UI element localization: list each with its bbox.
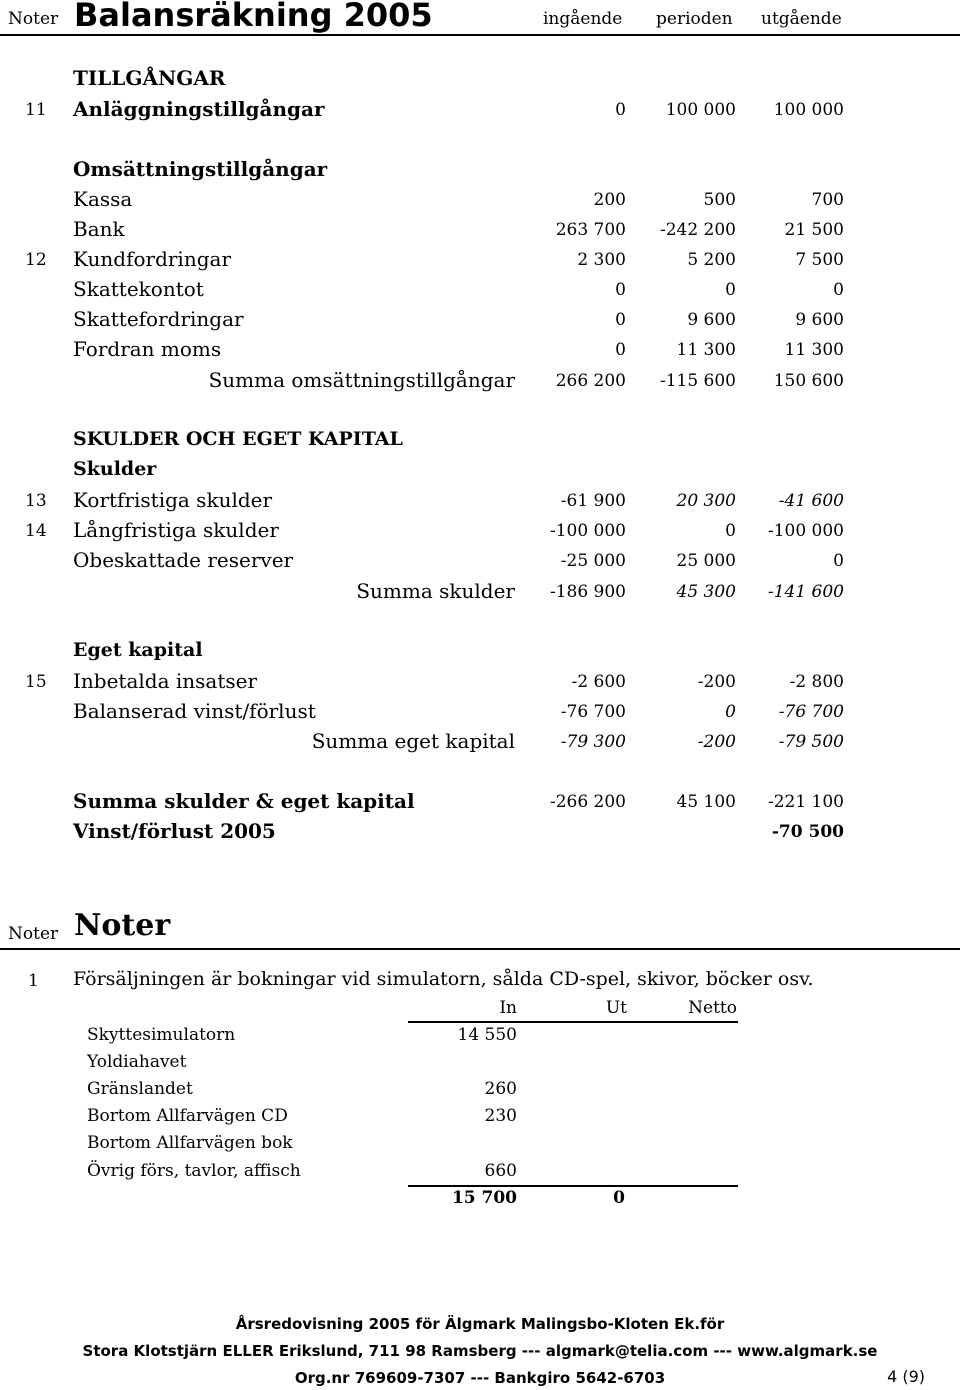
- value-perioden: 11 300: [676, 340, 736, 360]
- list-item: [0, 1025, 960, 1051]
- value-ingaende: 0: [615, 100, 626, 120]
- noter-column-label: Noter: [8, 9, 59, 29]
- value-utgaende: -41 600: [778, 491, 844, 511]
- note-text: Försäljningen är bokningar vid simulatorn, sålda CD-spel, skivor, böcker osv.: [73, 968, 814, 990]
- header-rule: [0, 34, 960, 36]
- notes-title: Noter: [74, 908, 171, 943]
- value-perioden: -242 200: [659, 220, 736, 240]
- column-header-in: In: [499, 998, 517, 1018]
- value-perioden: 5 200: [687, 250, 736, 270]
- current-assets-heading: Omsättningstillgångar: [73, 157, 328, 181]
- row-label: Kortfristiga skulder: [73, 488, 273, 512]
- total-in: 15 700: [451, 1188, 517, 1208]
- notes-total-row: [0, 1188, 960, 1214]
- column-header-ut: Ut: [605, 998, 627, 1018]
- value-utgaende: 7 500: [795, 250, 844, 270]
- column-header-perioden: perioden: [656, 9, 733, 29]
- row-label: Kundfordringar: [73, 247, 231, 271]
- item-in: 660: [484, 1161, 517, 1181]
- value-perioden: 20 300: [676, 491, 736, 511]
- item-label: Skyttesimulatorn: [87, 1025, 236, 1045]
- row-label: Långfristiga skulder: [73, 518, 279, 542]
- value-utgaende: 21 500: [784, 220, 844, 240]
- item-label: Övrig förs, tavlor, affisch: [87, 1161, 301, 1181]
- value-utgaende: 9 600: [795, 310, 844, 330]
- value-utgaende: 700: [811, 190, 844, 210]
- table-row: [0, 337, 960, 365]
- table-row: [0, 97, 960, 125]
- value-utgaende: 150 600: [773, 371, 844, 391]
- value-perioden: 500: [703, 190, 736, 210]
- value-utgaende: -76 700: [778, 702, 844, 722]
- value-utgaende: -100 000: [767, 521, 844, 541]
- result-label: Vinst/förlust 2005: [73, 819, 276, 843]
- table-row: [0, 307, 960, 335]
- value-utgaende: -221 100: [767, 792, 844, 812]
- item-in: 14 550: [457, 1025, 517, 1045]
- value-perioden: 45 100: [676, 792, 736, 812]
- footer-line-1: Årsredovisning 2005 för Älgmark Malingsbo-Kloten Ek.för: [235, 1315, 725, 1333]
- table-row: [0, 247, 960, 275]
- value-ingaende: 0: [615, 340, 626, 360]
- notes-rule: [0, 948, 960, 950]
- value-perioden: 45 300: [676, 582, 736, 602]
- sum-row: [0, 368, 960, 396]
- sum-label: Summa eget kapital: [311, 729, 515, 753]
- row-label: Obeskattade reserver: [73, 548, 294, 572]
- value-ingaende: -2 600: [571, 672, 626, 692]
- item-in: 230: [484, 1106, 517, 1126]
- liabilities-equity-heading: SKULDER OCH EGET KAPITAL: [73, 428, 403, 450]
- row-label: Anläggningstillgångar: [73, 97, 325, 121]
- table-row: [0, 488, 960, 516]
- sum-row: [0, 579, 960, 607]
- note-number: 14: [25, 521, 47, 541]
- value-ingaende: 266 200: [555, 371, 626, 391]
- equity-heading: Eget kapital: [73, 639, 203, 661]
- value-perioden: 0: [725, 702, 736, 722]
- page-title: Balansräkning 2005: [74, 0, 433, 34]
- row-label: Bank: [73, 217, 125, 241]
- note-number: 1: [28, 971, 39, 991]
- list-item: [0, 1161, 960, 1187]
- value-utgaende: 11 300: [784, 340, 844, 360]
- row-label: Fordran moms: [73, 337, 222, 361]
- value-utgaende: 0: [833, 551, 844, 571]
- sum-label: Summa omsättningstillgångar: [208, 368, 515, 392]
- table-row: [0, 518, 960, 546]
- value-utgaende: -79 500: [778, 732, 844, 752]
- total-label: Summa skulder & eget kapital: [73, 789, 415, 813]
- table-row: [0, 699, 960, 727]
- list-item: [0, 1052, 960, 1078]
- column-header-netto: Netto: [688, 998, 737, 1018]
- value-utgaende: 0: [833, 280, 844, 300]
- footer-line-3: Org.nr 769609-7307 --- Bankgiro 5642-6703: [294, 1369, 666, 1387]
- item-label: Gränslandet: [87, 1079, 193, 1099]
- value-ingaende: 200: [593, 190, 626, 210]
- notes-table-top-line: [408, 1021, 738, 1023]
- table-row: [0, 669, 960, 697]
- value-perioden: 100 000: [665, 100, 736, 120]
- list-item: [0, 1079, 960, 1105]
- list-item: [0, 1106, 960, 1132]
- column-header-ingaende: ingående: [543, 9, 623, 29]
- value-ingaende: -100 000: [549, 521, 626, 541]
- notes-table-sum-line: [408, 1185, 738, 1187]
- value-ingaende: 263 700: [555, 220, 626, 240]
- list-item: [0, 1133, 960, 1159]
- value-ingaende: -76 700: [560, 702, 626, 722]
- assets-heading: TILLGÅNGAR: [73, 66, 226, 90]
- value-perioden: 25 000: [676, 551, 736, 571]
- noter-column-label: Noter: [8, 924, 59, 944]
- note-number: 12: [25, 250, 47, 270]
- note-number: 15: [25, 672, 47, 692]
- value-utgaende: -70 500: [771, 822, 844, 842]
- value-perioden: 0: [725, 280, 736, 300]
- row-label: Balanserad vinst/förlust: [73, 699, 316, 723]
- value-perioden: -200: [697, 732, 736, 752]
- value-utgaende: -2 800: [789, 672, 844, 692]
- value-ingaende: -79 300: [560, 732, 626, 752]
- value-perioden: 9 600: [687, 310, 736, 330]
- value-perioden: 0: [725, 521, 736, 541]
- value-ingaende: -266 200: [549, 792, 626, 812]
- row-label: Kassa: [73, 187, 133, 211]
- total-row: [0, 789, 960, 817]
- value-ingaende: 2 300: [577, 250, 626, 270]
- note-number: 11: [25, 100, 47, 120]
- column-header-utgaende: utgående: [761, 9, 842, 29]
- item-label: Bortom Allfarvägen CD: [87, 1106, 288, 1126]
- result-row: [0, 819, 960, 847]
- footer-line-2: Stora Klotstjärn ELLER Erikslund, 711 98 Ramsberg --- algmark@telia.com --- www.algmark.se: [82, 1342, 878, 1360]
- item-label: Yoldiahavet: [87, 1052, 187, 1072]
- sum-label: Summa skulder: [356, 579, 515, 603]
- note-number: 13: [25, 491, 47, 511]
- value-ingaende: -186 900: [549, 582, 626, 602]
- item-in: 260: [484, 1079, 517, 1099]
- page-number: 4 (9): [887, 1367, 925, 1386]
- value-perioden: -200: [697, 672, 736, 692]
- sum-row: [0, 729, 960, 757]
- value-ingaende: -61 900: [560, 491, 626, 511]
- table-row: [0, 187, 960, 215]
- value-perioden: -115 600: [659, 371, 736, 391]
- row-label: Skattekontot: [73, 277, 204, 301]
- row-label: Inbetalda insatser: [73, 669, 258, 693]
- value-utgaende: -141 600: [767, 582, 844, 602]
- total-ut: 0: [613, 1188, 625, 1208]
- row-label: Skattefordringar: [73, 307, 244, 331]
- value-utgaende: 100 000: [773, 100, 844, 120]
- value-ingaende: -25 000: [560, 551, 626, 571]
- liabilities-heading: Skulder: [73, 458, 157, 480]
- table-row: [0, 548, 960, 576]
- item-label: Bortom Allfarvägen bok: [87, 1133, 293, 1153]
- value-ingaende: 0: [615, 280, 626, 300]
- table-row: [0, 277, 960, 305]
- table-row: [0, 217, 960, 245]
- value-ingaende: 0: [615, 310, 626, 330]
